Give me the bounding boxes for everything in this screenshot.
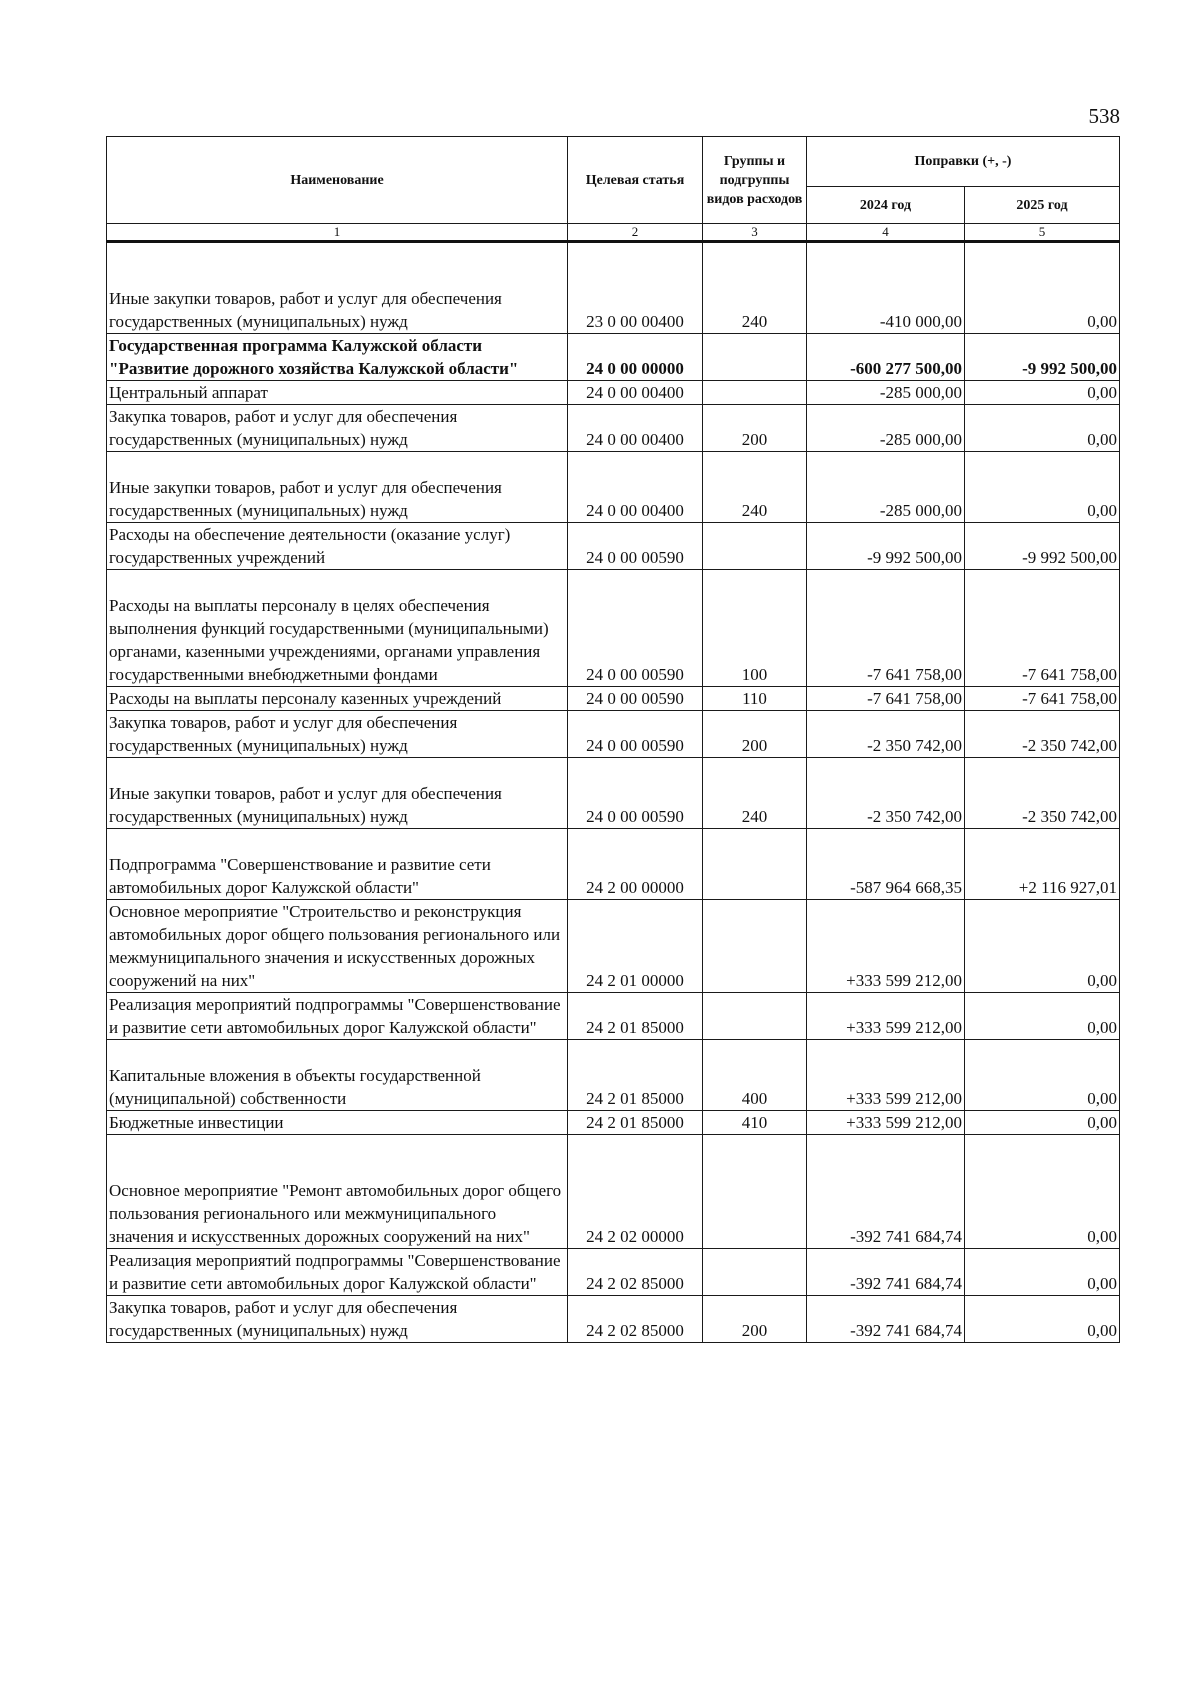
row-amount-2025: -9 992 500,00 — [965, 334, 1120, 381]
row-amount-2024: -587 964 668,35 — [807, 829, 965, 900]
header-year-2024: 2024 год — [807, 187, 965, 224]
row-expense-group — [703, 1249, 807, 1296]
row-expense-group — [703, 1135, 807, 1249]
row-amount-2024: -285 000,00 — [807, 452, 965, 523]
table-row — [107, 523, 1120, 570]
row-amount-2024: -9 992 500,00 — [807, 523, 965, 570]
table-body — [107, 242, 1120, 1343]
row-expense-group: 240 — [703, 758, 807, 829]
row-target-article: 24 2 00 00000 — [568, 829, 703, 900]
row-amount-2024: -7 641 758,00 — [807, 687, 965, 711]
row-target-article: 24 0 00 00590 — [568, 758, 703, 829]
header-expense-groups: Группы и подгруппы видов расходов — [703, 137, 807, 224]
row-name: Иные закупки товаров, работ и услуг для обеспечения государственных (муниципальных) нужд — [107, 758, 568, 829]
row-expense-group: 410 — [703, 1111, 807, 1135]
row-name: Иные закупки товаров, работ и услуг для обеспечения государственных (муниципальных) нужд — [107, 452, 568, 523]
row-amount-2024: -392 741 684,74 — [807, 1135, 965, 1249]
header-amendments: Поправки (+, -) — [807, 137, 1120, 187]
row-amount-2025: 0,00 — [965, 405, 1120, 452]
row-amount-2025: -2 350 742,00 — [965, 711, 1120, 758]
row-expense-group: 200 — [703, 711, 807, 758]
row-name: Закупка товаров, работ и услуг для обеспечения государственных (муниципальных) нужд — [107, 1296, 568, 1343]
row-amount-2025: -7 641 758,00 — [965, 687, 1120, 711]
row-target-article: 24 0 00 00590 — [568, 570, 703, 687]
table-row — [107, 405, 1120, 452]
row-amount-2024: -410 000,00 — [807, 242, 965, 334]
row-amount-2025: 0,00 — [965, 1135, 1120, 1249]
row-amount-2024: -392 741 684,74 — [807, 1296, 965, 1343]
row-target-article: 24 2 02 85000 — [568, 1249, 703, 1296]
row-expense-group — [703, 900, 807, 993]
row-amount-2024: -285 000,00 — [807, 381, 965, 405]
header-name: Наименование — [107, 137, 568, 224]
table-row — [107, 381, 1120, 405]
row-target-article: 24 0 00 00400 — [568, 405, 703, 452]
table-row — [107, 334, 1120, 381]
row-expense-group: 240 — [703, 242, 807, 334]
table-row — [107, 1296, 1120, 1343]
row-amount-2025: 0,00 — [965, 1111, 1120, 1135]
row-amount-2025: 0,00 — [965, 993, 1120, 1040]
table-row — [107, 1135, 1120, 1249]
header-target-article: Целевая статья — [568, 137, 703, 224]
header-col-number: 2 — [568, 224, 703, 242]
header-col-number: 4 — [807, 224, 965, 242]
table-row — [107, 900, 1120, 993]
row-name: Расходы на выплаты персоналу казенных учреждений — [107, 687, 568, 711]
row-amount-2024: -285 000,00 — [807, 405, 965, 452]
row-target-article: 24 2 02 00000 — [568, 1135, 703, 1249]
row-name: Подпрограмма "Совершенствование и развитие сети автомобильных дорог Калужской области" — [107, 829, 568, 900]
budget-amendments-table — [106, 136, 1120, 1343]
row-target-article: 24 0 00 00400 — [568, 452, 703, 523]
table-row — [107, 829, 1120, 900]
table-row — [107, 758, 1120, 829]
row-name: Расходы на выплаты персоналу в целях обеспечения выполнения функций государственными (муниципальными) органами, казенными учреждениями, органами управления государственными внебюджетными фондами — [107, 570, 568, 687]
row-name: Основное мероприятие "Ремонт автомобильных дорог общего пользования регионального или межмуниципального значения и искусственных дорожных сооружений на них" — [107, 1135, 568, 1249]
row-target-article: 24 0 00 00590 — [568, 523, 703, 570]
row-target-article: 24 0 00 00590 — [568, 711, 703, 758]
row-amount-2025: 0,00 — [965, 900, 1120, 993]
row-name: Расходы на обеспечение деятельности (оказание услуг) государственных учреждений — [107, 523, 568, 570]
row-amount-2025: +2 116 927,01 — [965, 829, 1120, 900]
row-amount-2025: 0,00 — [965, 242, 1120, 334]
row-amount-2025: -9 992 500,00 — [965, 523, 1120, 570]
row-amount-2024: -2 350 742,00 — [807, 711, 965, 758]
row-amount-2024: +333 599 212,00 — [807, 993, 965, 1040]
row-target-article: 24 2 01 85000 — [568, 993, 703, 1040]
header-col-number: 1 — [107, 224, 568, 242]
row-expense-group: 110 — [703, 687, 807, 711]
row-name: Бюджетные инвестиции — [107, 1111, 568, 1135]
table-row — [107, 711, 1120, 758]
row-expense-group — [703, 523, 807, 570]
row-name: Реализация мероприятий подпрограммы "Совершенствование и развитие сети автомобильных дорог Калужской области" — [107, 1249, 568, 1296]
row-amount-2024: -600 277 500,00 — [807, 334, 965, 381]
page-number: 538 — [1088, 104, 1120, 128]
row-expense-group: 400 — [703, 1040, 807, 1111]
row-target-article: 24 2 01 00000 — [568, 900, 703, 993]
row-amount-2025: -7 641 758,00 — [965, 570, 1120, 687]
row-amount-2025: 0,00 — [965, 381, 1120, 405]
row-amount-2024: -7 641 758,00 — [807, 570, 965, 687]
row-name: Закупка товаров, работ и услуг для обеспечения государственных (муниципальных) нужд — [107, 405, 568, 452]
row-name: Реализация мероприятий подпрограммы "Совершенствование и развитие сети автомобильных дорог Калужской области" — [107, 993, 568, 1040]
table-row — [107, 993, 1120, 1040]
row-expense-group: 100 — [703, 570, 807, 687]
row-expense-group — [703, 381, 807, 405]
row-amount-2025: 0,00 — [965, 452, 1120, 523]
header-year-2025: 2025 год — [965, 187, 1120, 224]
row-target-article: 24 0 00 00400 — [568, 381, 703, 405]
row-name: Центральный аппарат — [107, 381, 568, 405]
row-amount-2025: 0,00 — [965, 1249, 1120, 1296]
table-row — [107, 687, 1120, 711]
row-expense-group: 200 — [703, 1296, 807, 1343]
table-row — [107, 1111, 1120, 1135]
row-expense-group — [703, 993, 807, 1040]
row-target-article: 24 2 02 85000 — [568, 1296, 703, 1343]
row-name: Государственная программа Калужской области "Развитие дорожного хозяйства Калужской области" — [107, 334, 568, 381]
table-row — [107, 452, 1120, 523]
row-amount-2024: -392 741 684,74 — [807, 1249, 965, 1296]
table-row — [107, 1249, 1120, 1296]
row-name: Иные закупки товаров, работ и услуг для обеспечения государственных (муниципальных) нужд — [107, 242, 568, 334]
table-row — [107, 1040, 1120, 1111]
table-row — [107, 242, 1120, 334]
row-amount-2024: +333 599 212,00 — [807, 1111, 965, 1135]
row-expense-group — [703, 334, 807, 381]
table-row — [107, 570, 1120, 687]
row-amount-2024: +333 599 212,00 — [807, 900, 965, 993]
row-amount-2024: +333 599 212,00 — [807, 1040, 965, 1111]
row-target-article: 24 0 00 00000 — [568, 334, 703, 381]
header-col-number: 5 — [965, 224, 1120, 242]
table-header — [107, 137, 1120, 242]
row-name: Закупка товаров, работ и услуг для обеспечения государственных (муниципальных) нужд — [107, 711, 568, 758]
row-target-article: 24 2 01 85000 — [568, 1111, 703, 1135]
row-target-article: 23 0 00 00400 — [568, 242, 703, 334]
row-amount-2024: -2 350 742,00 — [807, 758, 965, 829]
row-target-article: 24 0 00 00590 — [568, 687, 703, 711]
row-amount-2025: 0,00 — [965, 1040, 1120, 1111]
row-expense-group — [703, 829, 807, 900]
row-amount-2025: -2 350 742,00 — [965, 758, 1120, 829]
row-expense-group: 240 — [703, 452, 807, 523]
row-expense-group: 200 — [703, 405, 807, 452]
row-name: Капитальные вложения в объекты государственной (муниципальной) собственности — [107, 1040, 568, 1111]
row-target-article: 24 2 01 85000 — [568, 1040, 703, 1111]
row-amount-2025: 0,00 — [965, 1296, 1120, 1343]
row-name: Основное мероприятие "Строительство и реконструкция автомобильных дорог общего пользования регионального или межмуниципального значения и искусственных дорожных сооружений на них" — [107, 900, 568, 993]
header-col-number: 3 — [703, 224, 807, 242]
